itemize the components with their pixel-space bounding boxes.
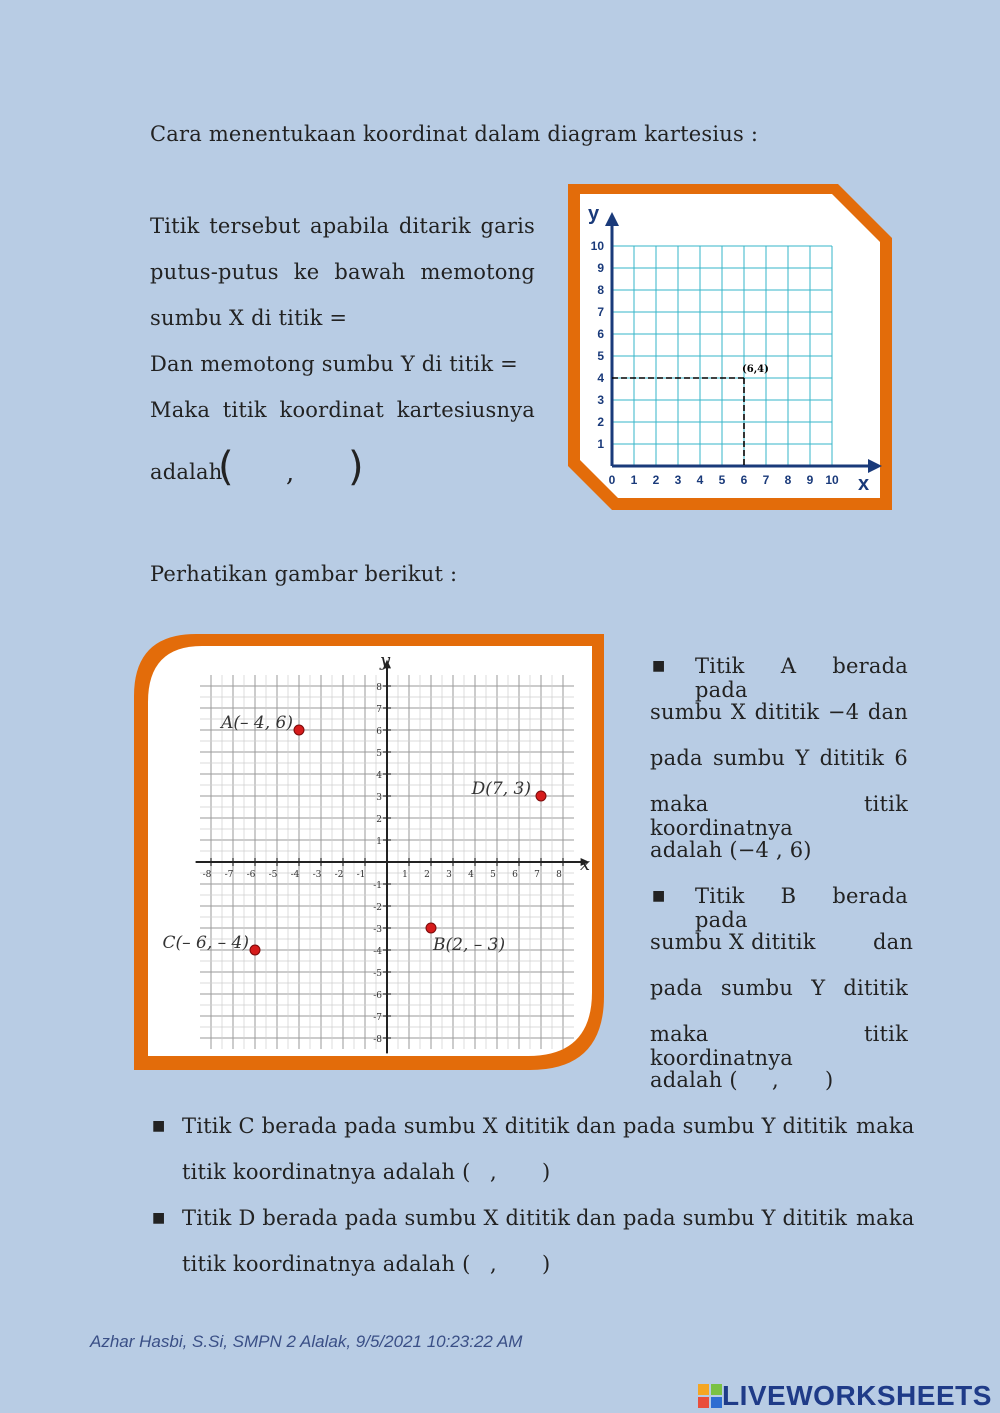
bullet-a: ■: [652, 658, 666, 674]
graph2-x-tick-label: 8: [556, 870, 562, 880]
qb-line-4: maka titik koordinatnya: [650, 1022, 908, 1070]
intro-text: Cara menentukaan koordinat dalam diagram kartesius :: [150, 122, 759, 146]
qa-line-5: adalah (−4 , 6): [650, 838, 812, 862]
qd-part-c: maka: [856, 1206, 915, 1230]
qd-part-a: Titik D berada pada sumbu X dititik: [182, 1206, 571, 1230]
graph1-y-tick-label: 3: [597, 393, 604, 407]
graph1-x-tick-label: 10: [825, 473, 839, 487]
qc-y-input[interactable]: [812, 1114, 852, 1138]
graph2-x-tick-label: 7: [534, 870, 540, 880]
qc-part-b: dan pada sumbu Y dititik: [576, 1114, 848, 1138]
graph2-x-tick-label: 3: [446, 870, 452, 880]
graph2-point: [294, 725, 304, 735]
graph2-x-tick-label: 6: [512, 870, 518, 880]
brand-icon: [698, 1384, 722, 1408]
graph2-x-tick-label: -3: [312, 870, 322, 880]
graph2-point-label: A(– 4, 6): [221, 713, 293, 733]
graph2-point-label: B(2, – 3): [433, 935, 506, 955]
qc-part-a: Titik C berada pada sumbu X dititik: [182, 1114, 570, 1138]
graph2-figure: [130, 630, 610, 1075]
graph1-y-tick-label: 6: [597, 327, 604, 341]
graph1-x-tick-label: 5: [718, 473, 726, 487]
graph1-x-tick-label: 7: [762, 473, 770, 487]
graph2-y-tick-label: -2: [373, 903, 382, 913]
qb-line-5a: adalah (: [650, 1068, 738, 1092]
graph2-y-tick-label: -7: [373, 1013, 382, 1023]
qa-line-4: maka titik koordinatnya: [650, 792, 908, 840]
explain-line-6: adalah: [150, 460, 223, 484]
qa-line-3: pada sumbu Y dititik 6: [650, 746, 908, 770]
graph1-y-tick-label: 2: [597, 415, 604, 429]
qb-line-5b: ,: [772, 1068, 779, 1092]
brand-logo: [698, 1380, 992, 1412]
graph2-y-tick-label: -6: [373, 991, 382, 1001]
coord-comma: ,: [286, 458, 295, 488]
qc-coord-x-input[interactable]: [448, 1160, 488, 1184]
graph2-y-tick-label: 2: [376, 815, 382, 825]
qa-line-1: Titik A berada pada: [695, 654, 908, 702]
explain-line-3-text: sumbu X di titik =: [150, 306, 348, 330]
qd-x-input[interactable]: [526, 1206, 566, 1230]
graph1-figure: [560, 180, 900, 520]
graph2-y-tick-label: 8: [376, 683, 382, 693]
graph1-x-tick-label: 0: [608, 473, 616, 487]
graph1-x-tick-label: 8: [784, 473, 792, 487]
graph2-x-tick-label: -2: [334, 870, 344, 880]
graph1-y-tick-label: 10: [590, 239, 604, 253]
qb-x-input[interactable]: [815, 930, 855, 954]
explain-line-2: putus-putus ke bawah memotong: [150, 260, 535, 284]
graph2-x-tick-label: 4: [468, 870, 474, 880]
graph2-x-tick-label: -6: [246, 870, 256, 880]
qb-line-2b: dan: [873, 930, 914, 954]
graph1-y-tick-label: 4: [597, 371, 604, 385]
graph2-y-tick-label: 5: [376, 749, 382, 759]
qc-part-e: ,: [490, 1160, 497, 1184]
graph2-x-tick-label: 5: [490, 870, 496, 880]
bullet-b: ■: [652, 888, 666, 904]
coord-y-input[interactable]: [302, 460, 342, 484]
graph2-x-tick-label: -4: [290, 870, 300, 880]
graph2-x-tick-label: -1: [356, 870, 366, 880]
graph1-x-tick-label: 2: [652, 473, 660, 487]
qd-part-b: dan pada sumbu Y dititik: [576, 1206, 848, 1230]
graph1-y-tick-label: 9: [597, 261, 604, 275]
graph2-x-tick-label: 2: [424, 870, 430, 880]
graph2-point-label: D(7, 3): [471, 779, 531, 799]
graph2-x-label: x: [580, 854, 591, 875]
graph2-point: [426, 923, 436, 933]
graph2-y-tick-label: -8: [373, 1035, 382, 1045]
brand-text: LIVEWORKSHEETS: [722, 1380, 992, 1411]
qb-coord-y-input[interactable]: [782, 1068, 822, 1092]
qb-line-5c: ): [825, 1068, 834, 1092]
answer-x-input[interactable]: [354, 306, 394, 330]
bullet-d: ■: [152, 1210, 166, 1226]
graph1-panel: [580, 194, 880, 498]
footer-credit: Azhar Hasbi, S.Si, SMPN 2 Alalak, 9/5/2021 10:23:22 AM: [90, 1332, 523, 1351]
qd-part-f: ): [542, 1252, 551, 1276]
graph1-y-tick-label: 1: [597, 437, 604, 451]
graph2-y-tick-label: 4: [376, 771, 382, 781]
graph1-x-tick-label: 1: [630, 473, 638, 487]
graph2-x-tick-label: -7: [224, 870, 234, 880]
graph2-x-tick-label: -5: [268, 870, 278, 880]
graph2-x-tick-label: -8: [202, 870, 212, 880]
qc-part-c: maka: [856, 1114, 915, 1138]
qb-line-2a: sumbu X dititik: [650, 930, 816, 954]
qc-coord-y-input[interactable]: [500, 1160, 540, 1184]
graph1-x-label: x: [858, 473, 870, 495]
graph1-y-tick-label: 8: [597, 283, 604, 297]
qc-x-input[interactable]: [526, 1114, 566, 1138]
graph2-y-tick-label: -4: [373, 947, 382, 957]
graph2-y-tick-label: 7: [376, 705, 382, 715]
graph2-point: [536, 791, 546, 801]
qd-coord-y-input[interactable]: [500, 1252, 540, 1276]
coord-x-input[interactable]: [238, 460, 278, 484]
graph1-x-tick-label: 6: [740, 473, 748, 487]
qb-line-1: Titik B berada pada: [695, 884, 908, 932]
explain-line-3: [150, 306, 394, 330]
graph1-x-tick-label: 3: [674, 473, 682, 487]
graph2-y-tick-label: 1: [376, 837, 382, 847]
graph2-point: [250, 945, 260, 955]
paren-open: (: [218, 444, 234, 490]
graph2-y-tick-label: 6: [376, 727, 382, 737]
qb-coord-x-input[interactable]: [732, 1068, 772, 1092]
explain-line-4-text: Dan memotong sumbu Y di titik =: [150, 352, 518, 376]
graph2-y-tick-label: -3: [373, 925, 382, 935]
graph2-y-tick-label: 3: [376, 793, 382, 803]
graph2-y-tick-label: -5: [373, 969, 382, 979]
graph2-y-tick-label: -1: [373, 881, 382, 891]
qd-part-e: ,: [490, 1252, 497, 1276]
explain-line-1: Titik tersebut apabila ditarik garis: [150, 214, 535, 238]
graph1-y-tick-label: 7: [597, 305, 604, 319]
graph1-x-tick-label: 4: [696, 473, 704, 487]
qd-y-input[interactable]: [812, 1206, 852, 1230]
qc-part-d: titik koordinatnya adalah (: [182, 1160, 471, 1184]
answer-y-input[interactable]: [525, 352, 565, 376]
qc-part-f: ): [542, 1160, 551, 1184]
qb-line-3: pada sumbu Y dititik: [650, 976, 908, 1000]
bullet-c: ■: [152, 1118, 166, 1134]
graph1-point-label: (6,4): [742, 364, 769, 375]
observe-text: Perhatikan gambar berikut :: [150, 562, 458, 586]
explain-line-5: Maka titik koordinat kartesiusnya: [150, 398, 535, 422]
graph1-y-tick-label: 5: [597, 349, 604, 363]
explain-line-4: [150, 352, 565, 376]
graph2-point-label: C(– 6, – 4): [162, 933, 249, 953]
graph2-y-label: y: [380, 650, 391, 671]
graph1-y-label: y: [588, 203, 600, 225]
qa-line-2: sumbu X dititik −4 dan: [650, 700, 908, 724]
qd-part-d: titik koordinatnya adalah (: [182, 1252, 471, 1276]
graph2-x-tick-label: 1: [402, 870, 408, 880]
paren-close: ): [348, 444, 364, 490]
qd-coord-x-input[interactable]: [448, 1252, 488, 1276]
graph1-x-tick-label: 9: [806, 473, 814, 487]
